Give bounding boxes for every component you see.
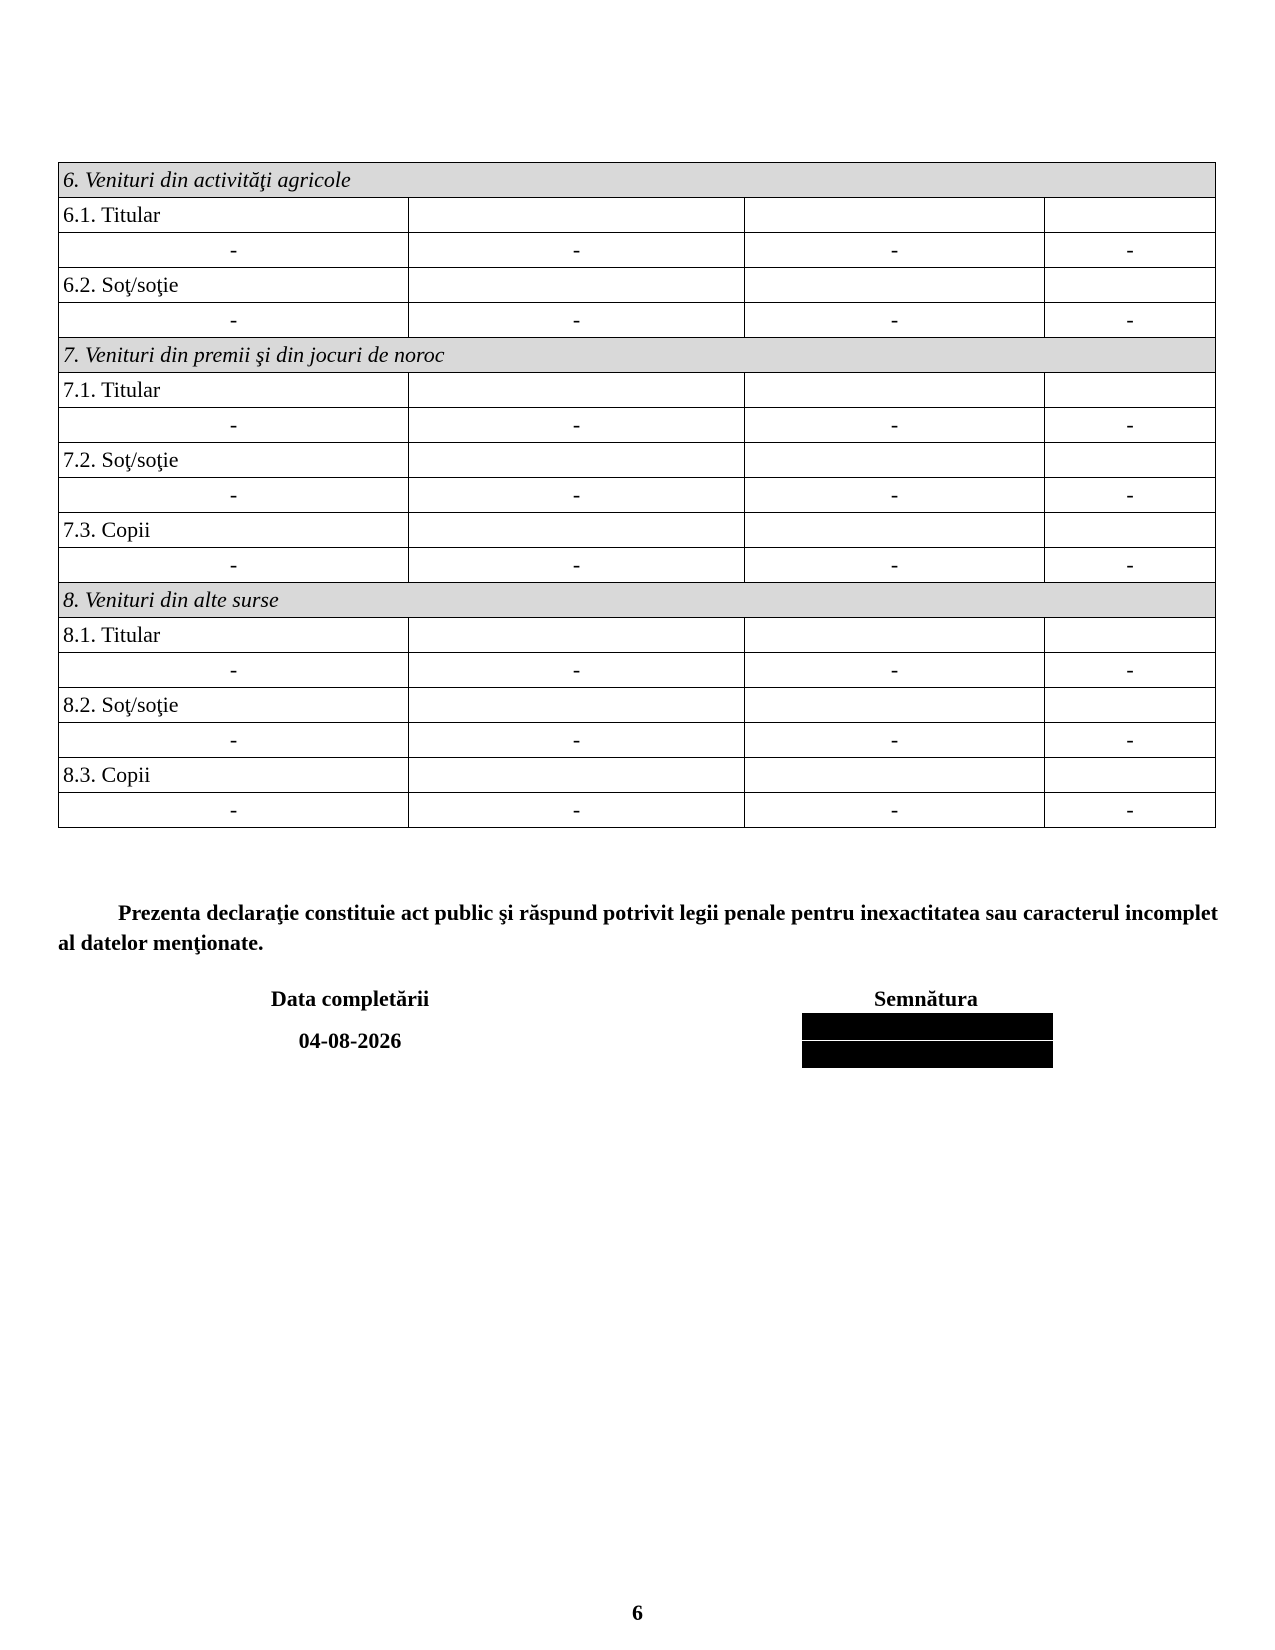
person-label: 6.1. Titular: [59, 198, 409, 233]
dash-cell: -: [745, 233, 1045, 268]
dash-row: [59, 793, 1216, 828]
dash-cell: -: [59, 408, 409, 443]
dash-cell: -: [1045, 653, 1216, 688]
empty-cell: [1045, 268, 1216, 303]
income-table: [58, 162, 1216, 828]
dash-cell: -: [745, 303, 1045, 338]
person-row: [59, 443, 1216, 478]
empty-cell: [1045, 373, 1216, 408]
empty-cell: [409, 268, 745, 303]
date-label: Data completării: [270, 986, 430, 1011]
empty-cell: [1045, 688, 1216, 723]
section-title: 8. Venituri din alte surse: [59, 583, 1216, 618]
person-label: 8.1. Titular: [59, 618, 409, 653]
dash-cell: -: [59, 723, 409, 758]
empty-cell: [745, 618, 1045, 653]
person-row: [59, 688, 1216, 723]
person-label: 7.3. Copii: [59, 513, 409, 548]
dash-cell: -: [745, 548, 1045, 583]
dash-cell: -: [745, 653, 1045, 688]
person-label: 8.2. Soţ/soţie: [59, 688, 409, 723]
dash-row: [59, 233, 1216, 268]
empty-cell: [409, 618, 745, 653]
dash-cell: -: [409, 233, 745, 268]
dash-row: [59, 653, 1216, 688]
empty-cell: [1045, 758, 1216, 793]
dash-cell: -: [1045, 303, 1216, 338]
dash-cell: -: [59, 653, 409, 688]
dash-cell: -: [59, 478, 409, 513]
person-label: 8.3. Copii: [59, 758, 409, 793]
signature-redaction: [802, 1013, 1053, 1040]
empty-cell: [409, 513, 745, 548]
dash-cell: -: [59, 793, 409, 828]
dash-cell: -: [59, 303, 409, 338]
dash-cell: -: [409, 723, 745, 758]
empty-cell: [745, 443, 1045, 478]
empty-cell: [745, 513, 1045, 548]
empty-cell: [745, 758, 1045, 793]
section-header-row: [59, 163, 1216, 198]
empty-cell: [1045, 618, 1216, 653]
empty-cell: [745, 268, 1045, 303]
dash-row: [59, 303, 1216, 338]
date-value: 04-08-2026: [298, 1028, 402, 1053]
empty-cell: [1045, 198, 1216, 233]
empty-cell: [1045, 513, 1216, 548]
person-row: [59, 758, 1216, 793]
dash-cell: -: [1045, 723, 1216, 758]
empty-cell: [1045, 443, 1216, 478]
signature-label: Semnătura: [874, 986, 978, 1011]
person-row: [59, 373, 1216, 408]
dash-row: [59, 723, 1216, 758]
empty-cell: [409, 443, 745, 478]
dash-cell: -: [409, 303, 745, 338]
signature-redaction: [802, 1041, 1053, 1068]
person-row: [59, 198, 1216, 233]
dash-cell: -: [745, 478, 1045, 513]
dash-cell: -: [1045, 408, 1216, 443]
section-header-row: [59, 338, 1216, 373]
dash-row: [59, 548, 1216, 583]
dash-cell: -: [409, 548, 745, 583]
dash-cell: -: [409, 653, 745, 688]
person-row: [59, 513, 1216, 548]
dash-cell: -: [59, 548, 409, 583]
dash-cell: -: [745, 793, 1045, 828]
empty-cell: [409, 688, 745, 723]
dash-cell: -: [1045, 548, 1216, 583]
section-title: 7. Venituri din premii şi din jocuri de noroc: [59, 338, 1216, 373]
person-row: [59, 268, 1216, 303]
person-label: 6.2. Soţ/soţie: [59, 268, 409, 303]
empty-cell: [745, 373, 1045, 408]
dash-cell: -: [409, 408, 745, 443]
dash-cell: -: [409, 793, 745, 828]
dash-row: [59, 408, 1216, 443]
empty-cell: [745, 688, 1045, 723]
empty-cell: [409, 373, 745, 408]
dash-cell: -: [745, 723, 1045, 758]
dash-cell: -: [1045, 478, 1216, 513]
section-header-row: [59, 583, 1216, 618]
declaration-statement: Prezenta declaraţie constituie act public şi răspund potrivit legii penale pentru inexactitatea sau caracterul incomplet al datelor menţionate.: [58, 900, 1218, 955]
dash-cell: -: [409, 478, 745, 513]
dash-cell: -: [59, 233, 409, 268]
dash-cell: -: [1045, 793, 1216, 828]
dash-cell: -: [745, 408, 1045, 443]
person-label: 7.2. Soţ/soţie: [59, 443, 409, 478]
empty-cell: [409, 198, 745, 233]
income-table-body: [59, 163, 1216, 828]
person-row: [59, 618, 1216, 653]
dash-cell: -: [1045, 233, 1216, 268]
empty-cell: [745, 198, 1045, 233]
page-number: 6: [632, 1600, 643, 1625]
dash-row: [59, 478, 1216, 513]
empty-cell: [409, 758, 745, 793]
person-label: 7.1. Titular: [59, 373, 409, 408]
section-title: 6. Venituri din activităţi agricole: [59, 163, 1216, 198]
